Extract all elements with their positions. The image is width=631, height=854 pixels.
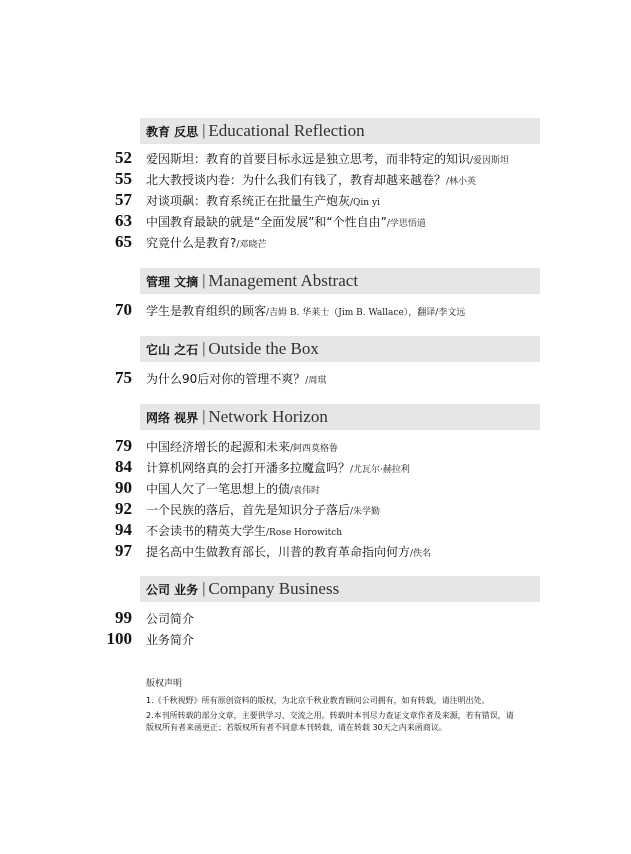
toc-entry[interactable]: [0, 499, 631, 519]
article-title-text: 提名高中生做教育部长，川普的教育革命指向何方: [146, 544, 411, 559]
divider: |: [202, 122, 206, 139]
page-number: 52: [115, 148, 132, 167]
section-header-company-business: [140, 576, 540, 602]
article-title[interactable]: [146, 370, 326, 387]
article-author: /Rose Horowitch: [266, 527, 343, 538]
section-title-cn: 管理 文摘: [146, 274, 199, 289]
article-author: /学思悟道: [386, 218, 426, 229]
toc-entry[interactable]: [0, 520, 631, 540]
page-number: 94: [115, 520, 132, 539]
divider: |: [202, 340, 206, 357]
article-title[interactable]: [146, 192, 380, 209]
article-title-text: 中国经济增长的起源和未来: [146, 439, 291, 454]
article-author: /Qin yi: [350, 197, 380, 208]
section-title-cn: 它山 之石: [146, 342, 199, 357]
article-author: /邓晓芒: [236, 239, 267, 250]
section-title-en: Company Business: [208, 579, 340, 598]
article-title[interactable]: [146, 150, 509, 167]
toc-entry[interactable]: [0, 478, 631, 498]
toc-entry[interactable]: [0, 211, 631, 231]
divider: |: [202, 272, 206, 289]
article-title[interactable]: [146, 610, 194, 627]
toc-entry[interactable]: [0, 232, 631, 252]
article-title[interactable]: [146, 501, 380, 518]
article-title-text: 公司简介: [146, 611, 195, 626]
copyright-paragraph: 1.《千秋视野》所有原创资料的版权，为北京千秋业教育顾问公司拥有，如有转载，请注明出处。: [146, 696, 490, 705]
section-title-cn: 公司 业务: [146, 582, 199, 597]
article-author: /尤瓦尔·赫拉利: [350, 464, 410, 475]
section-header-network-horizon: [140, 404, 540, 430]
article-title-text: 业务简介: [146, 632, 195, 647]
article-author: /佚名: [410, 548, 432, 559]
article-title[interactable]: [146, 631, 194, 648]
toc-entry[interactable]: [0, 169, 631, 189]
article-title-text: 爱因斯坦：教育的首要目标永远是独立思考，而非特定的知识: [146, 151, 471, 166]
page-number: 97: [115, 541, 132, 560]
section-title-cn: 网络 视界: [146, 410, 199, 425]
article-title-text: 不会读书的精英大学生: [146, 523, 267, 538]
toc-entry[interactable]: [0, 436, 631, 456]
page-number: 79: [115, 436, 132, 455]
article-author: /爱因斯坦: [470, 155, 510, 166]
section-title-en: Educational Reflection: [208, 121, 365, 140]
page-number: 75: [115, 368, 132, 387]
article-title[interactable]: [146, 213, 426, 230]
copyright-notice: [146, 676, 516, 737]
toc-entry[interactable]: [0, 190, 631, 210]
section-header-management-abstract: [140, 268, 540, 294]
toc-entry[interactable]: [0, 541, 631, 561]
page-number: 92: [115, 499, 132, 518]
page-number: 100: [106, 629, 132, 648]
article-title[interactable]: [146, 459, 410, 476]
article-title-text: 中国人欠了一笔思想上的债: [146, 481, 291, 496]
article-title[interactable]: [146, 438, 338, 455]
toc-entry[interactable]: [0, 457, 631, 477]
section-title-cn: 教育 反思: [146, 124, 199, 139]
article-title-text: 对谈项飙：教育系统正在批量生产炮灰: [146, 193, 351, 208]
article-title-text: 中国教育最缺的就是“全面发展”和“个性自由”: [146, 214, 387, 229]
article-author: /吉姆 B. 华莱士（Jim B. Wallace），翻译/李文远: [266, 307, 466, 318]
section-header-outside-the-box: [140, 336, 540, 362]
article-author: /周琪: [305, 375, 327, 386]
section-header-educational-reflection: [140, 118, 540, 144]
page-number: 63: [115, 211, 132, 230]
toc-entry[interactable]: [0, 368, 631, 388]
toc-entry[interactable]: [0, 148, 631, 168]
page-number: 65: [115, 232, 132, 251]
article-title-text: 北大教授谈内卷：为什么我们有钱了，教育却越来越卷？: [146, 172, 447, 187]
article-title-text: 为什么90后对你的管理不爽？: [146, 371, 306, 386]
article-title-text: 计算机网络真的会打开潘多拉魔盒吗？: [146, 460, 351, 475]
article-title[interactable]: [146, 522, 342, 539]
copyright-title: 版权声明: [146, 679, 183, 689]
copyright-paragraph: 2.本刊所转载的部分文章，主要供学习、交流之用。转载时本刊尽力查证文章作者及来源，若有错误，请版权所有者来函更正；若版权所有者不同意本刊转载，请在转载 30天之内来函商议。: [146, 711, 514, 732]
section-title-en: Network Horizon: [208, 407, 328, 426]
toc-entry[interactable]: [0, 608, 631, 628]
page-number: 55: [115, 169, 132, 188]
section-title-en: Management Abstract: [208, 271, 359, 290]
toc-entry[interactable]: [0, 300, 631, 320]
divider: |: [202, 580, 206, 597]
article-author: /林小英: [446, 176, 477, 187]
article-title-text: 学生是教育组织的顾客: [146, 303, 267, 318]
article-author: /朱学勤: [350, 506, 381, 517]
page-number: 70: [115, 300, 132, 319]
article-title-text: 究竟什么是教育?: [146, 235, 237, 250]
section-title-en: Outside the Box: [208, 339, 319, 358]
page-number: 90: [115, 478, 132, 497]
page-number: 57: [115, 190, 132, 209]
divider: |: [202, 408, 206, 425]
article-title-text: 一个民族的落后，首先是知识分子落后: [146, 502, 351, 517]
page-number: 99: [115, 608, 132, 627]
toc-entry[interactable]: [0, 629, 631, 649]
page-number: 84: [115, 457, 132, 476]
article-title[interactable]: [146, 480, 320, 497]
article-title[interactable]: [146, 234, 266, 251]
article-title[interactable]: [146, 302, 465, 319]
article-title[interactable]: [146, 543, 431, 560]
article-title[interactable]: [146, 171, 476, 188]
article-author: /袁伟时: [290, 485, 321, 496]
article-author: /阿西莫格鲁: [290, 443, 339, 454]
